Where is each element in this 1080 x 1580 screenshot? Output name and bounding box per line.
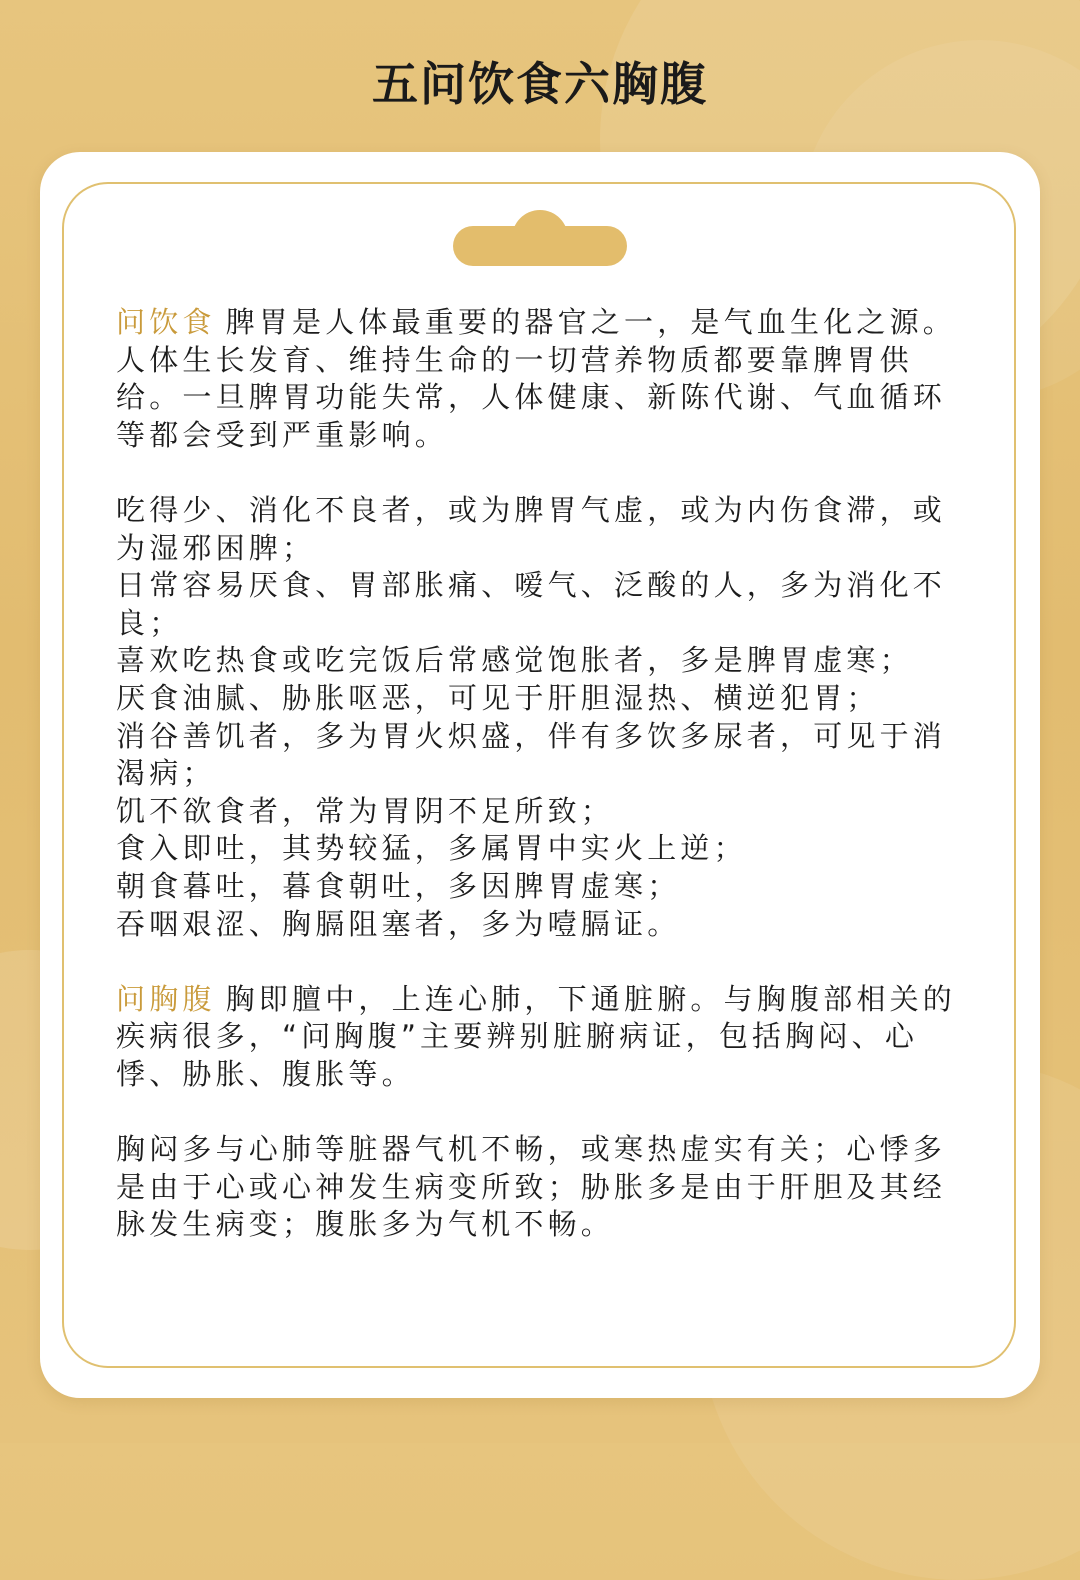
section-chest-intro-text: 胸即膻中，上连心肺，下通脏腑。与胸腹部相关的疾病很多，“问胸腹”主要辨别脏腑病证，包括胸闷、心悸、胁胀、腹胀等。 — [116, 981, 957, 1091]
section-chest-intro — [116, 981, 976, 1094]
page-title: 五问饮食六胸腹 — [372, 57, 708, 111]
list-item: 吞咽艰涩、胸膈阻塞者，多为噎膈证。 — [116, 906, 681, 941]
list-item: 吃得少、消化不良者，或为脾胃气虚，或为内伤食滞，或为湿邪困脾； — [116, 492, 947, 565]
section-diet-intro-text: 脾胃是人体最重要的器官之一，是气血生化之源。人体生长发育、维持生命的一切营养物质都要靠脾胃供给。一旦脾胃功能失常，人体健康、新陈代谢、气血循环等都会受到严重影响。 — [116, 305, 957, 452]
section-heading-diet: 问饮食 — [116, 305, 216, 339]
list-item: 消谷善饥者，多为胃火炽盛，伴有多饮多尿者，可见于消渴病； — [116, 718, 947, 791]
section-diet-intro — [116, 304, 976, 454]
section-diet-list — [116, 492, 976, 943]
section-chest-detail: 胸闷多与心肺等脏器气机不畅，或寒热虚实有关；心悸多是由于心或心神发生病变所致；胁胀多是由于肝胆及其经脉发生病变；腹胀多为气机不畅。 — [116, 1132, 947, 1242]
tab-decoration — [453, 226, 627, 266]
list-item: 厌食油腻、胁胀呕恶，可见于肝胆湿热、横逆犯胃； — [116, 680, 880, 715]
paragraph-gap — [116, 454, 976, 492]
section-heading-chest: 问胸腹 — [116, 981, 216, 1016]
paragraph-gap — [116, 1093, 976, 1131]
list-item: 日常容易厌食、胃部胀痛、嗳气、泛酸的人，多为消化不良； — [116, 568, 947, 640]
paragraph-gap — [116, 943, 976, 981]
list-item: 饥不欲食者，常为胃阴不足所致； — [116, 793, 615, 828]
list-item: 喜欢吃热食或吃完饭后常感觉饱胀者，多是脾胃虚寒； — [116, 643, 913, 678]
list-item: 食入即吐，其势较猛，多属胃中实火上逆； — [116, 831, 747, 866]
list-item: 朝食暮吐，暮食朝吐，多因脾胃虚寒； — [116, 868, 681, 903]
article-body — [116, 304, 976, 1244]
